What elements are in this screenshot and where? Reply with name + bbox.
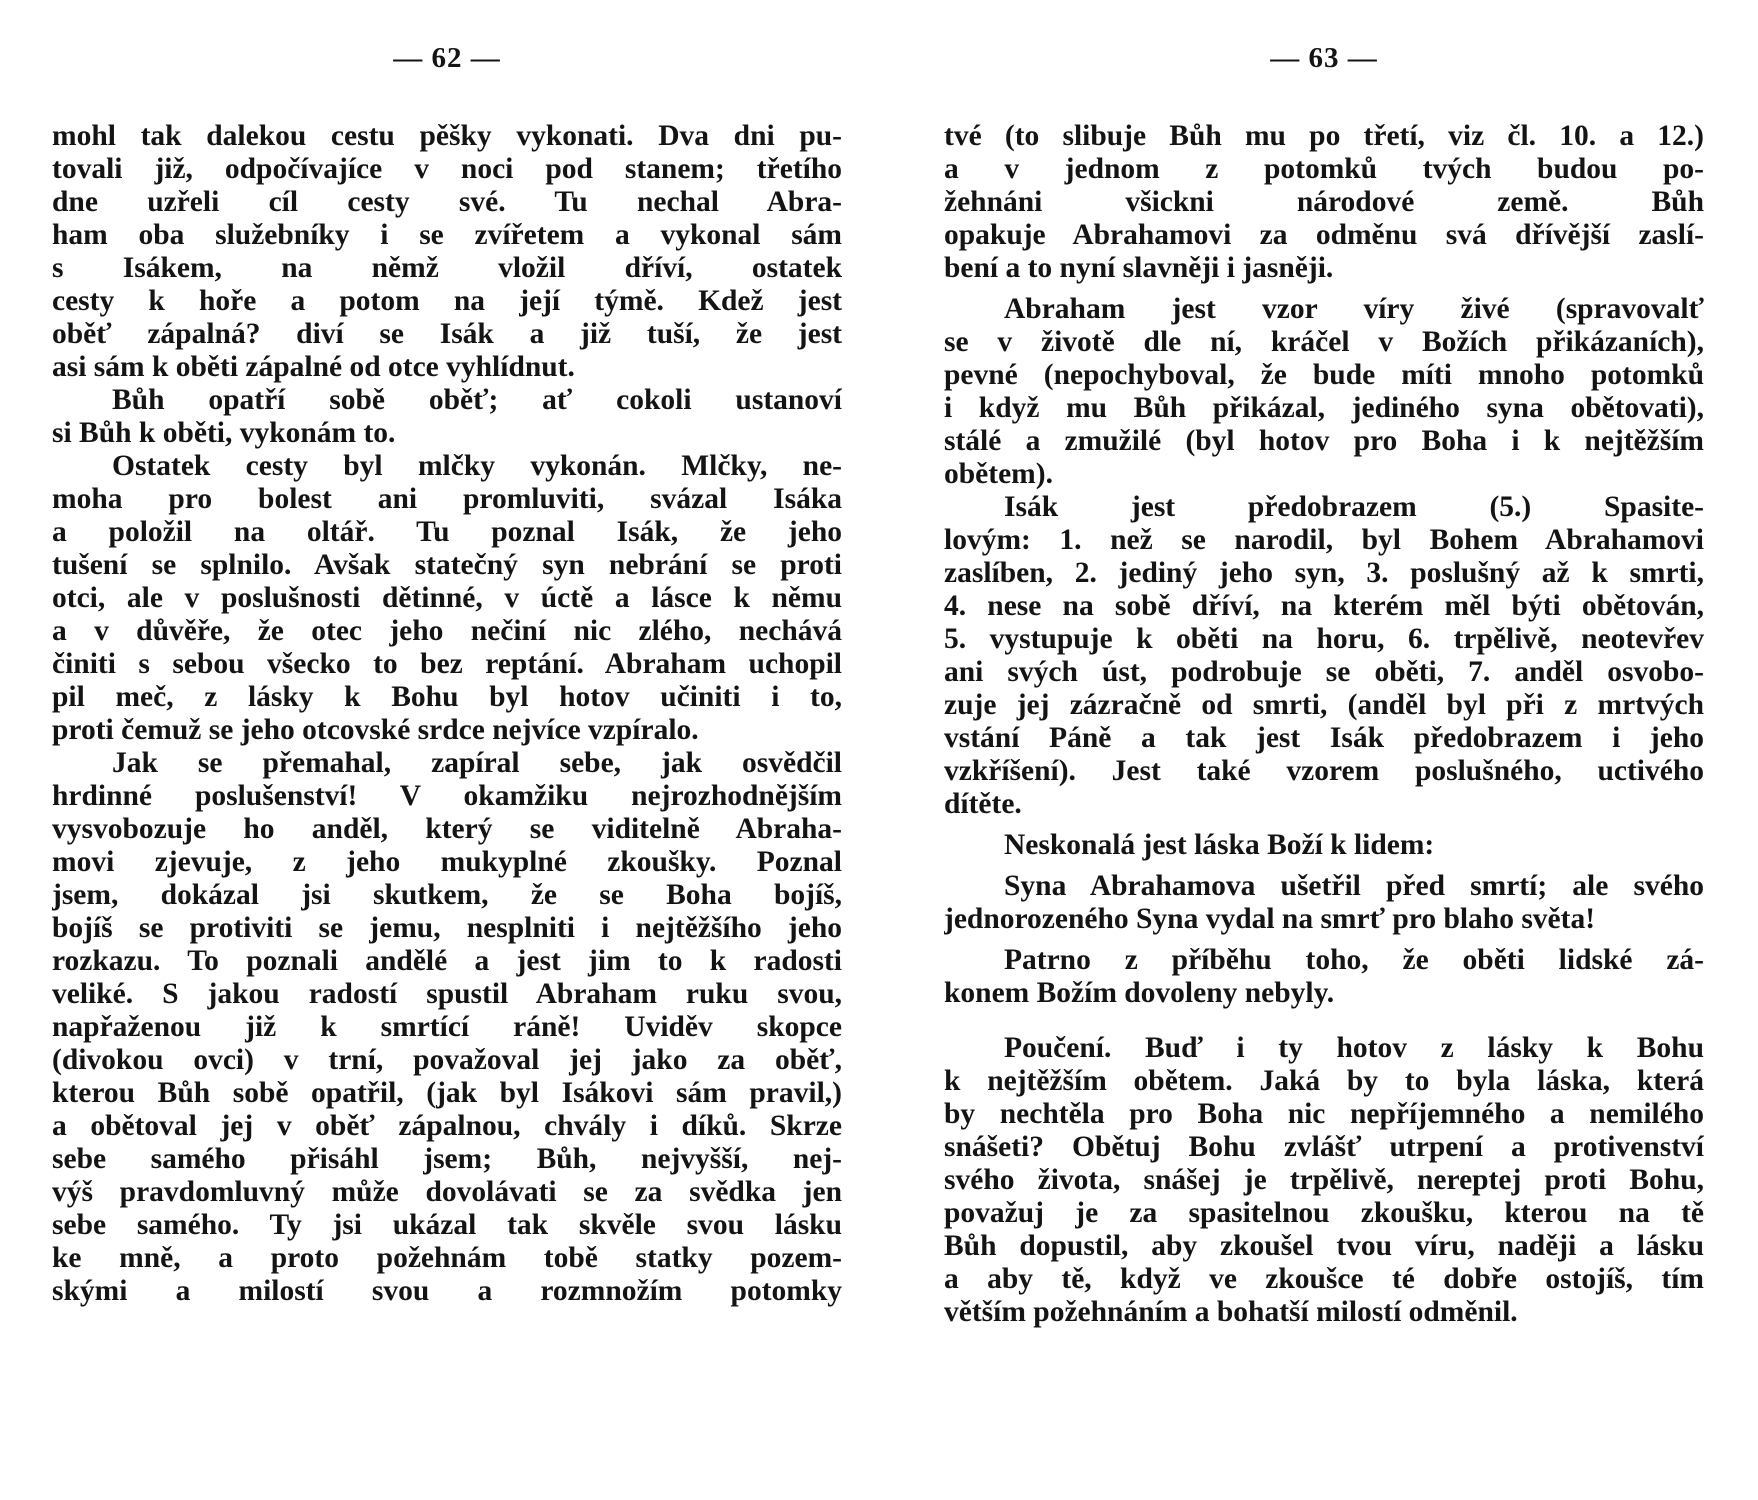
text-line: dítěte. <box>944 788 1022 820</box>
text-line: obětem). <box>944 458 1053 490</box>
text-line: žehnáni všickni národové země. Bůh <box>944 186 1704 218</box>
text-line: a položil na oltář. Tu poznal Isák, že jeho <box>52 516 842 548</box>
text-line: a v důvěře, že otec jeho nečiní nic zlého, nechává <box>52 615 842 647</box>
text-line: Syna Abrahamova ušetřil před smrtí; ale svého <box>1004 870 1704 902</box>
page-number-left: — 62 — <box>393 42 501 74</box>
text-line: vysvobozuje ho anděl, který se viditelně Abraha- <box>52 813 842 845</box>
text-line: si Bůh k oběti, vykonám to. <box>52 417 396 449</box>
text-line: veliké. S jakou radostí spustil Abraham ruku svou, <box>52 978 842 1010</box>
text-line: ani svých úst, podrobuje se oběti, 7. anděl osvobo- <box>944 656 1704 688</box>
text-line: výš pravdomluvný může dovolávati se za svědka jen <box>52 1176 842 1208</box>
text-line: tvé (to slibuje Bůh mu po třetí, viz čl. 10. a 12.) <box>944 120 1704 152</box>
left-page <box>52 0 842 1500</box>
text-line: ham oba služebníky i se zvířetem a vykonal sám <box>52 219 842 251</box>
right-page <box>944 0 1704 1500</box>
text-line: považuj je za spasitelnou zkoušku, kterou na tě <box>944 1197 1704 1229</box>
text-line: Bůh dopustil, aby zkoušel tvou víru, naději a lásku <box>944 1230 1704 1262</box>
text-line: Patrno z příběhu toho, že oběti lidské zá- <box>1004 944 1704 976</box>
text-line: jednorozeného Syna vydal na smrť pro blaho světa! <box>944 903 1596 935</box>
text-line: bení a to nyní slavněji i jasněji. <box>944 252 1334 284</box>
text-line: a v jednom z potomků tvých budou po- <box>944 153 1704 185</box>
text-line: pil meč, z lásky k Bohu byl hotov učiniti i to, <box>52 681 842 713</box>
text-line: svého života, snášej je trpělivě, nereptej proti Bohu, <box>944 1164 1704 1196</box>
text-line: 5. vystupuje k oběti na horu, 6. trpělivě, neotevřev <box>944 623 1704 655</box>
text-line: k nejtěžším obětem. Jaká by to byla láska, která <box>944 1065 1704 1097</box>
text-line: ke mně, a proto požehnám tobě statky pozem- <box>52 1242 842 1274</box>
text-line: činiti s sebou všecko to bez reptání. Abraham uchopil <box>52 648 842 680</box>
text-line: zuje jej zázračně od smrti, (anděl byl při z mrtvých <box>944 689 1704 721</box>
text-line: lovým: 1. než se narodil, byl Bohem Abrahamovi <box>944 524 1704 556</box>
text-line: mohl tak dalekou cestu pěšky vykonati. Dva dni pu- <box>52 120 842 152</box>
right-page-text <box>944 120 1704 1329</box>
text-line: vstání Páně a tak jest Isák předobrazem i jeho <box>944 722 1704 754</box>
text-line: tušení se splnilo. Avšak statečný syn nebrání se proti <box>52 549 842 581</box>
text-line: skými a milostí svou a rozmnožím potomky <box>52 1275 842 1307</box>
text-line: Bůh opatří sobě oběť; ať cokoli ustanoví <box>112 384 842 416</box>
text-line: movi zjevuje, z jeho mukyplné zkoušky. Poznal <box>52 846 842 878</box>
text-line: by nechtěla pro Boha nic nepříjemného a nemilého <box>944 1098 1704 1130</box>
text-line: proti čemuž se jeho otcovské srdce nejvíce vzpíralo. <box>52 714 699 746</box>
text-line: snášeti? Obětuj Bohu zvlášť utrpení a protivenství <box>944 1131 1704 1163</box>
text-line: vzkříšení). Jest také vzorem poslušného, uctivého <box>944 755 1704 787</box>
text-line: s Isákem, na němž vložil dříví, ostatek <box>52 252 842 284</box>
text-line: sebe samého přisáhl jsem; Bůh, nejvyšší, nej- <box>52 1143 842 1175</box>
text-line: pevné (nepochyboval, že bude míti mnoho potomků <box>944 359 1704 391</box>
text-line: konem Božím dovoleny nebyly. <box>944 977 1335 1009</box>
text-line: kterou Bůh sobě opatřil, (jak byl Isákovi sám pravil,) <box>52 1077 842 1109</box>
text-line: i když mu Bůh přikázal, jediného syna obětovati), <box>944 392 1704 424</box>
text-line: a obětoval jej v oběť zápalnou, chvály i díků. Skrze <box>52 1110 842 1142</box>
text-line: oběť zápalná? diví se Isák a již tuší, že jest <box>52 318 842 350</box>
text-line: sebe samého. Ty jsi ukázal tak skvěle svou lásku <box>52 1209 842 1241</box>
text-line: Abraham jest vzor víry živé (spravovalť <box>1004 293 1704 325</box>
text-line: cesty k hoře a potom na její týmě. Kdež jest <box>52 285 842 317</box>
text-line: 4. nese na sobě dříví, na kterém měl býti obětován, <box>944 590 1704 622</box>
text-line: hrdinné poslušenství! V okamžiku nejrozhodnějším <box>52 780 842 812</box>
text-line: otci, ale v poslušnosti dětinné, v úctě a lásce k němu <box>52 582 842 614</box>
text-line: napřaženou již k smrtící ráně! Uviděv skopce <box>52 1011 842 1043</box>
text-line: rozkazu. To poznali andělé a jest jim to k radosti <box>52 945 842 977</box>
text-line: stálé a zmužilé (byl hotov pro Boha i k nejtěžším <box>944 425 1704 457</box>
text-line: se v životě dle ní, kráčel v Božích přikázaních), <box>944 326 1704 358</box>
text-line: opakuje Abrahamovi za odměnu svá dřívější zaslí- <box>944 219 1704 251</box>
text-line: Neskonalá jest láska Boží k lidem: <box>1004 829 1435 861</box>
page-number-right: — 63 — <box>1270 42 1378 74</box>
text-line: větším požehnáním a bohatší milostí odměnil. <box>944 1296 1518 1328</box>
text-line: Ostatek cesty byl mlčky vykonán. Mlčky, ne- <box>112 450 842 482</box>
text-line: (divokou ovci) v trní, považoval jej jako za oběť, <box>52 1044 842 1076</box>
left-page-text <box>52 120 842 1308</box>
text-line: zaslíben, 2. jediný jeho syn, 3. poslušný až k smrti, <box>944 557 1704 589</box>
text-line: jsem, dokázal jsi skutkem, že se Boha bojíš, <box>52 879 842 911</box>
text-line: tovali již, odpočívajíce v noci pod stanem; třetího <box>52 153 842 185</box>
text-line: asi sám k oběti zápalné od otce vyhlídnut. <box>52 351 575 383</box>
text-line: bojíš se protiviti se jemu, nesplniti i nejtěžšího jeho <box>52 912 842 944</box>
text-line: Isák jest předobrazem (5.) Spasite- <box>1004 491 1704 523</box>
text-line: Jak se přemahal, zapíral sebe, jak osvědčil <box>112 747 842 779</box>
text-line: dne uzřeli cíl cesty své. Tu nechal Abra- <box>52 186 842 218</box>
text-line: moha pro bolest ani promluviti, svázal Isáka <box>52 483 842 515</box>
text-line: a aby tě, když ve zkoušce té dobře ostojíš, tím <box>944 1263 1704 1295</box>
text-line: Poučení. Buď i ty hotov z lásky k Bohu <box>1004 1032 1704 1064</box>
